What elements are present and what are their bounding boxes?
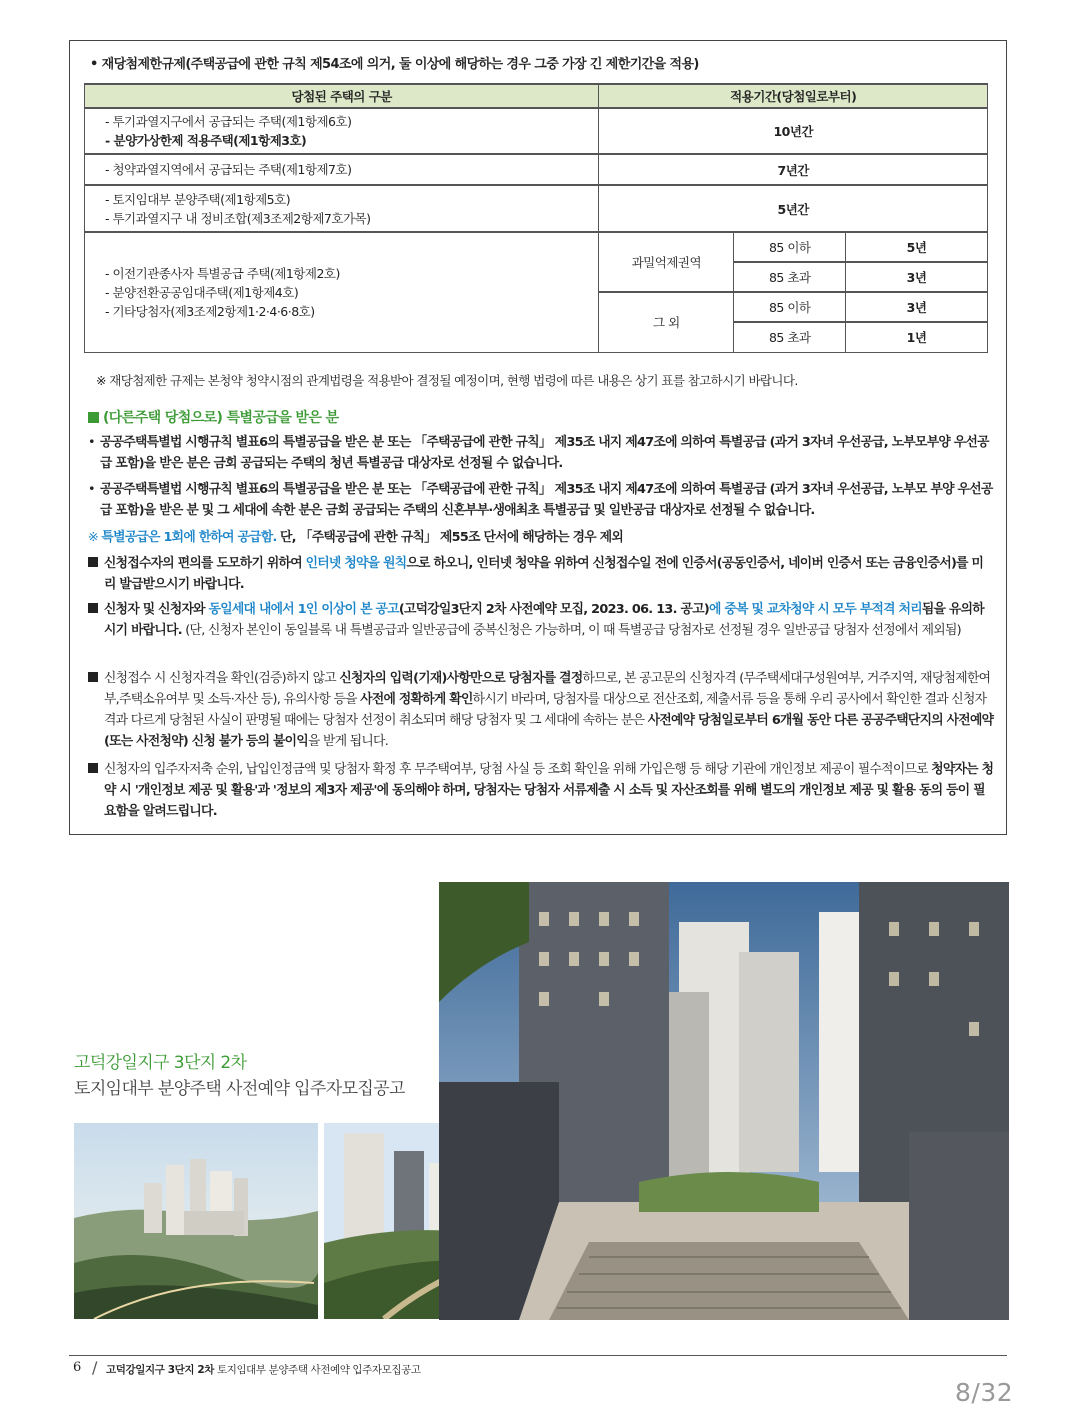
footer-rule bbox=[69, 1355, 1007, 1356]
notice-box bbox=[69, 40, 1007, 835]
row2-period: 7년간 bbox=[599, 154, 988, 185]
footer-slash-icon: / bbox=[92, 1358, 98, 1377]
bullet-dot-icon: • bbox=[88, 482, 95, 497]
courtyard-rendering-image bbox=[439, 882, 1009, 1320]
black-square-icon bbox=[88, 557, 98, 567]
page-number: 6 bbox=[73, 1360, 82, 1375]
black-square-icon bbox=[88, 763, 98, 773]
bullet-2: • 공공주택특별법 시행규칙 별표6의 특별공급을 받은 분 또는 「주택공급에 관한 규칙」 제35조 내지 제47조에 의하여 특별공급 (과거 3자녀 우선공급, 노부모 부양 우선공급 포함)을 받은 분 및 그 세대에 속한 분은 금회 공급되는 주택의 신혼부부·생애최초 특별공급 및 일반공급 대상자로 선정될 수 없습니다. bbox=[88, 479, 994, 521]
header-period: 적용기간(당첨일로부터) bbox=[599, 84, 988, 108]
row3-types: - 토지임대부 분양주택(제1항제5호) - 투기과열지구 내 정비조합(제3조제2항제7호가목) bbox=[85, 185, 599, 232]
aerial-rendering-image bbox=[74, 1123, 318, 1319]
section-heading: (다른주택 당첨으로) 특별공급을 받은 분 bbox=[88, 407, 338, 427]
caption-subtitle: 토지임대부 분양주택 사전예약 입주자모집공고 bbox=[74, 1079, 405, 1099]
bullet-dot-icon: • bbox=[88, 435, 95, 450]
black-square-icon bbox=[88, 603, 98, 613]
row1-types: - 투기과열지구에서 공급되는 주택(제1항제6호) - 분양가상한제 적용주택(제1항제3호) bbox=[85, 108, 599, 154]
footer-title: 고덕강일지구 3단지 2차 토지임대부 분양주택 사전예약 입주자모집공고 bbox=[106, 1364, 421, 1376]
para-internet: 신청접수자의 편의를 도모하기 위하여 인터넷 청약을 원칙으로 하오니, 인터넷 청약을 위하여 신청접수일 전에 인증서(공동인증서, 네이버 인증서 또는 금융인증서)를 미리 발급받으시기 바랍니다. bbox=[88, 553, 994, 595]
once-note: ※ 특별공급은 1회에 한하여 공급함. 단, 「주택공급에 관한 규칙」 제55조 단서에 해당하는 경우 제외 bbox=[88, 530, 624, 545]
rewin-restriction-table bbox=[84, 83, 988, 353]
row3-period: 5년간 bbox=[599, 185, 988, 232]
black-square-icon bbox=[88, 672, 98, 682]
para-privacy: 신청자의 입주자저축 순위, 납입인정금액 및 당첨자 확정 후 무주택여부, 당첨 사실 등 조회 확인을 위해 가입은행 등 해당 기관에 개인정보 제공이 필수적이므로 청약자는 청약 시 '개인정보 제공 및 활용'과 '정보의 제3자 제공'에 동의해야 하며, 당첨자는 당첨자 서류제출 시 소득 및 자산조회를 위해 별도의 개인정보 제공 및 활용 동의 등이 필요함을 알려드립니다. bbox=[88, 759, 994, 822]
period-cell: 1년 bbox=[846, 322, 988, 352]
period-cell: 3년 bbox=[846, 292, 988, 322]
size-cell: 85 초과 bbox=[734, 322, 846, 352]
region-overcrowded: 과밀억제권역 bbox=[599, 232, 734, 292]
viewer-page-indicator: 8/32 bbox=[955, 1378, 1014, 1407]
size-cell: 85 이하 bbox=[734, 292, 846, 322]
para-verification: 신청접수 시 신청자격을 확인(검증)하지 않고 신청자의 입력(기재)사항만으로 당첨자를 결정하므로, 본 공고문의 신청자격 (무주택세대구성원여부, 거주지역, 재당첨제한여부,주택소유여부 및 소득·자산 등), 유의사항 등을 사전에 정확하게 확인하시기 바라며, 당첨자를 대상으로 전산조회, 제출서류 등을 통해 우리 공사에서 확인한 결과 신청자격과 다르게 당첨된 사실이 판명될 때에는 당첨자 선정이 취소되며 해당 당첨자 및 그 세대에 속하는 분은 사전예약 당첨일로부터 6개월 동안 다른 공공주택단지의 사전예약(또는 사전청약) 신청 불가 등의 불이익을 받게 됩니다. bbox=[88, 668, 994, 752]
region-other: 그 외 bbox=[599, 292, 734, 352]
row4-types: - 이전기관종사자 특별공급 주택(제1항제2호) - 분양전환공공임대주택(제1항제4호) - 기타당첨자(제3조제2항제1·2·4·6·8호) bbox=[85, 232, 599, 352]
row1-period: 10년간 bbox=[599, 108, 988, 154]
period-cell: 5년 bbox=[846, 232, 988, 262]
green-square-icon bbox=[88, 412, 99, 423]
caption-title: 고덕강일지구 3단지 2차 bbox=[74, 1053, 247, 1073]
size-cell: 85 이하 bbox=[734, 232, 846, 262]
table-note: ※ 재당첨제한 규제는 본청약 청약시점의 관계법령을 적용받아 결정될 예정이며, 현행 법령에 따른 내용은 상기 표를 참고하시기 바랍니다. bbox=[96, 373, 798, 388]
rule-title: • 재당첨제한규제(주택공급에 관한 규칙 제54조에 의거, 둘 이상에 해당하는 경우 그중 가장 긴 제한기간을 적용) bbox=[90, 57, 699, 72]
size-cell: 85 초과 bbox=[734, 262, 846, 292]
period-cell: 3년 bbox=[846, 262, 988, 292]
para-duplicate: 신청자 및 신청자와 동일세대 내에서 1인 이상이 본 공고(고덕강일3단지 2차 사전예약 모집, 2023. 06. 13. 공고)에 중복 및 교차청약 시 모두 부적격 처리됨을 유의하시기 바랍니다. (단, 신청자 본인이 동일블록 내 특별공급과 일반공급에 중복신청은 가능하며, 이 때 특별공급 당첨자로 선정될 경우 일반공급 당첨자 선정에서 제외됨) bbox=[88, 599, 994, 641]
row2-types: - 청약과열지역에서 공급되는 주택(제1항제7호) bbox=[85, 154, 599, 185]
header-house-type: 당첨된 주택의 구분 bbox=[85, 84, 599, 108]
bullet-1: • 공공주택특별법 시행규칙 별표6의 특별공급을 받은 분 또는 「주택공급에 관한 규칙」 제35조 내지 제47조에 의하여 특별공급 (과거 3자녀 우선공급, 노부모부양 우선공급 포함)을 받은 분은 금회 공급되는 주택의 청년 특별공급 대상자로 선정될 수 없습니다. bbox=[88, 432, 994, 474]
